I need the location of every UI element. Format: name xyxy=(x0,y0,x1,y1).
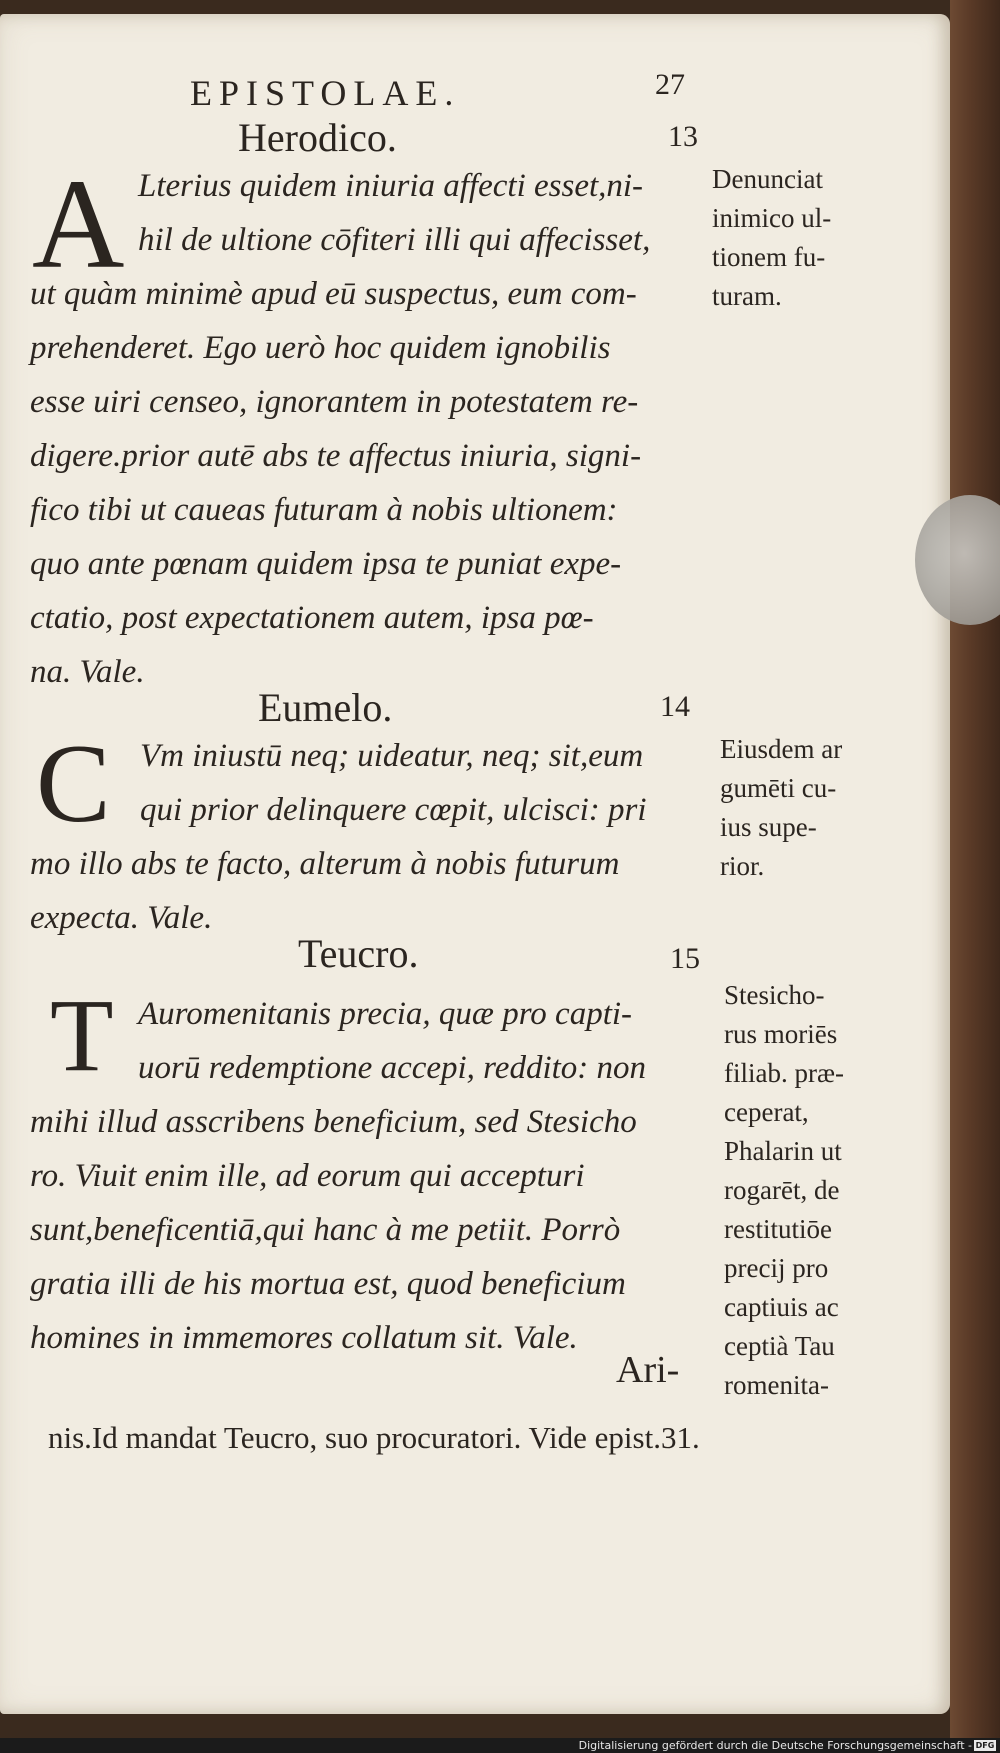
catchword: Ari- xyxy=(616,1349,680,1391)
margin-note: Eiusdem ar gumēti cu- ius supe- rior. xyxy=(720,734,843,881)
text-line: quo ante pœnam quidem ipsa te puniat expe- xyxy=(30,546,622,582)
drop-cap: A xyxy=(32,153,125,295)
text-line: ctatio, post expectationem autem, ipsa pœ- xyxy=(30,600,594,636)
text-line: mihi illud asscribens beneficium, sed Stesicho xyxy=(30,1104,637,1140)
text-line: mo illo abs te facto, alterum à nobis futurum xyxy=(30,846,620,882)
text-line: esse uiri censeo, ignorantem in potestatem re- xyxy=(30,384,639,420)
footer-credit: Digitalisierung gefördert durch die Deutsche Forschungsgemeinschaft - xyxy=(578,1739,972,1752)
text-line: homines in immemores collatum sit. Vale. xyxy=(30,1320,578,1356)
text-line: ut quàm minimè apud eū suspectus, eum com- xyxy=(30,276,637,312)
dfg-logo: DFG xyxy=(975,1741,995,1750)
drop-cap: C xyxy=(36,722,111,846)
drop-cap: T xyxy=(50,978,114,1093)
text-line: uorū redemptione accepi, reddito: non xyxy=(138,1050,647,1086)
text-line: Lterius quidem iniuria affecti esset,ni- xyxy=(138,168,644,204)
text-line: digere.prior autē abs te affectus iniuria, signi- xyxy=(30,438,642,474)
running-head: EPISTOLAE. xyxy=(190,73,461,113)
letter-number: 15 xyxy=(670,942,700,975)
text-line: sunt,beneficentiā,qui hanc à me petiit. Porrò xyxy=(30,1212,621,1248)
text-line: Auromenitanis precia, quæ pro capti- xyxy=(138,996,633,1032)
text-line: ro. Viuit enim ille, ad eorum qui accepturi xyxy=(30,1158,585,1194)
letter-number: 13 xyxy=(668,120,698,153)
bottom-note: nis.Id mandat Teucro, suo procuratori. Vide epist.31. xyxy=(48,1420,700,1455)
letter-heading: Herodico. xyxy=(238,115,397,160)
letter-heading: Eumelo. xyxy=(258,685,393,730)
text-line: expecta. Vale. xyxy=(30,900,213,936)
text-line: qui prior delinquere cœpit, ulcisci: pri xyxy=(140,792,647,828)
text-line: na. Vale. xyxy=(30,654,145,690)
book-spine xyxy=(950,0,1000,1753)
text-line: fico tibi ut caueas futuram à nobis ultionem: xyxy=(30,492,618,528)
text-line: gratia illi de his mortua est, quod beneficium xyxy=(30,1266,626,1302)
margin-note: Stesicho- rus moriēs filiab. præ- ceperat, Phalarin ut rogarēt, de restitutiōe precij pro captiuis ac ceptià Tau romenita- xyxy=(724,980,844,1400)
letter-heading: Teucro. xyxy=(298,931,419,976)
text-line: Vm iniustū neq; uideatur, neq; sit,eum xyxy=(140,738,644,774)
text-line: hil de ultione cōfiteri illi qui affecisset, xyxy=(138,222,651,258)
letter-number: 14 xyxy=(660,690,690,723)
text-line: prehenderet. Ego uerò hoc quidem ignobilis xyxy=(30,330,611,366)
page-number: 27 xyxy=(655,68,685,101)
margin-note: Denunciat inimico ul- tionem fu- turam. xyxy=(712,164,832,311)
